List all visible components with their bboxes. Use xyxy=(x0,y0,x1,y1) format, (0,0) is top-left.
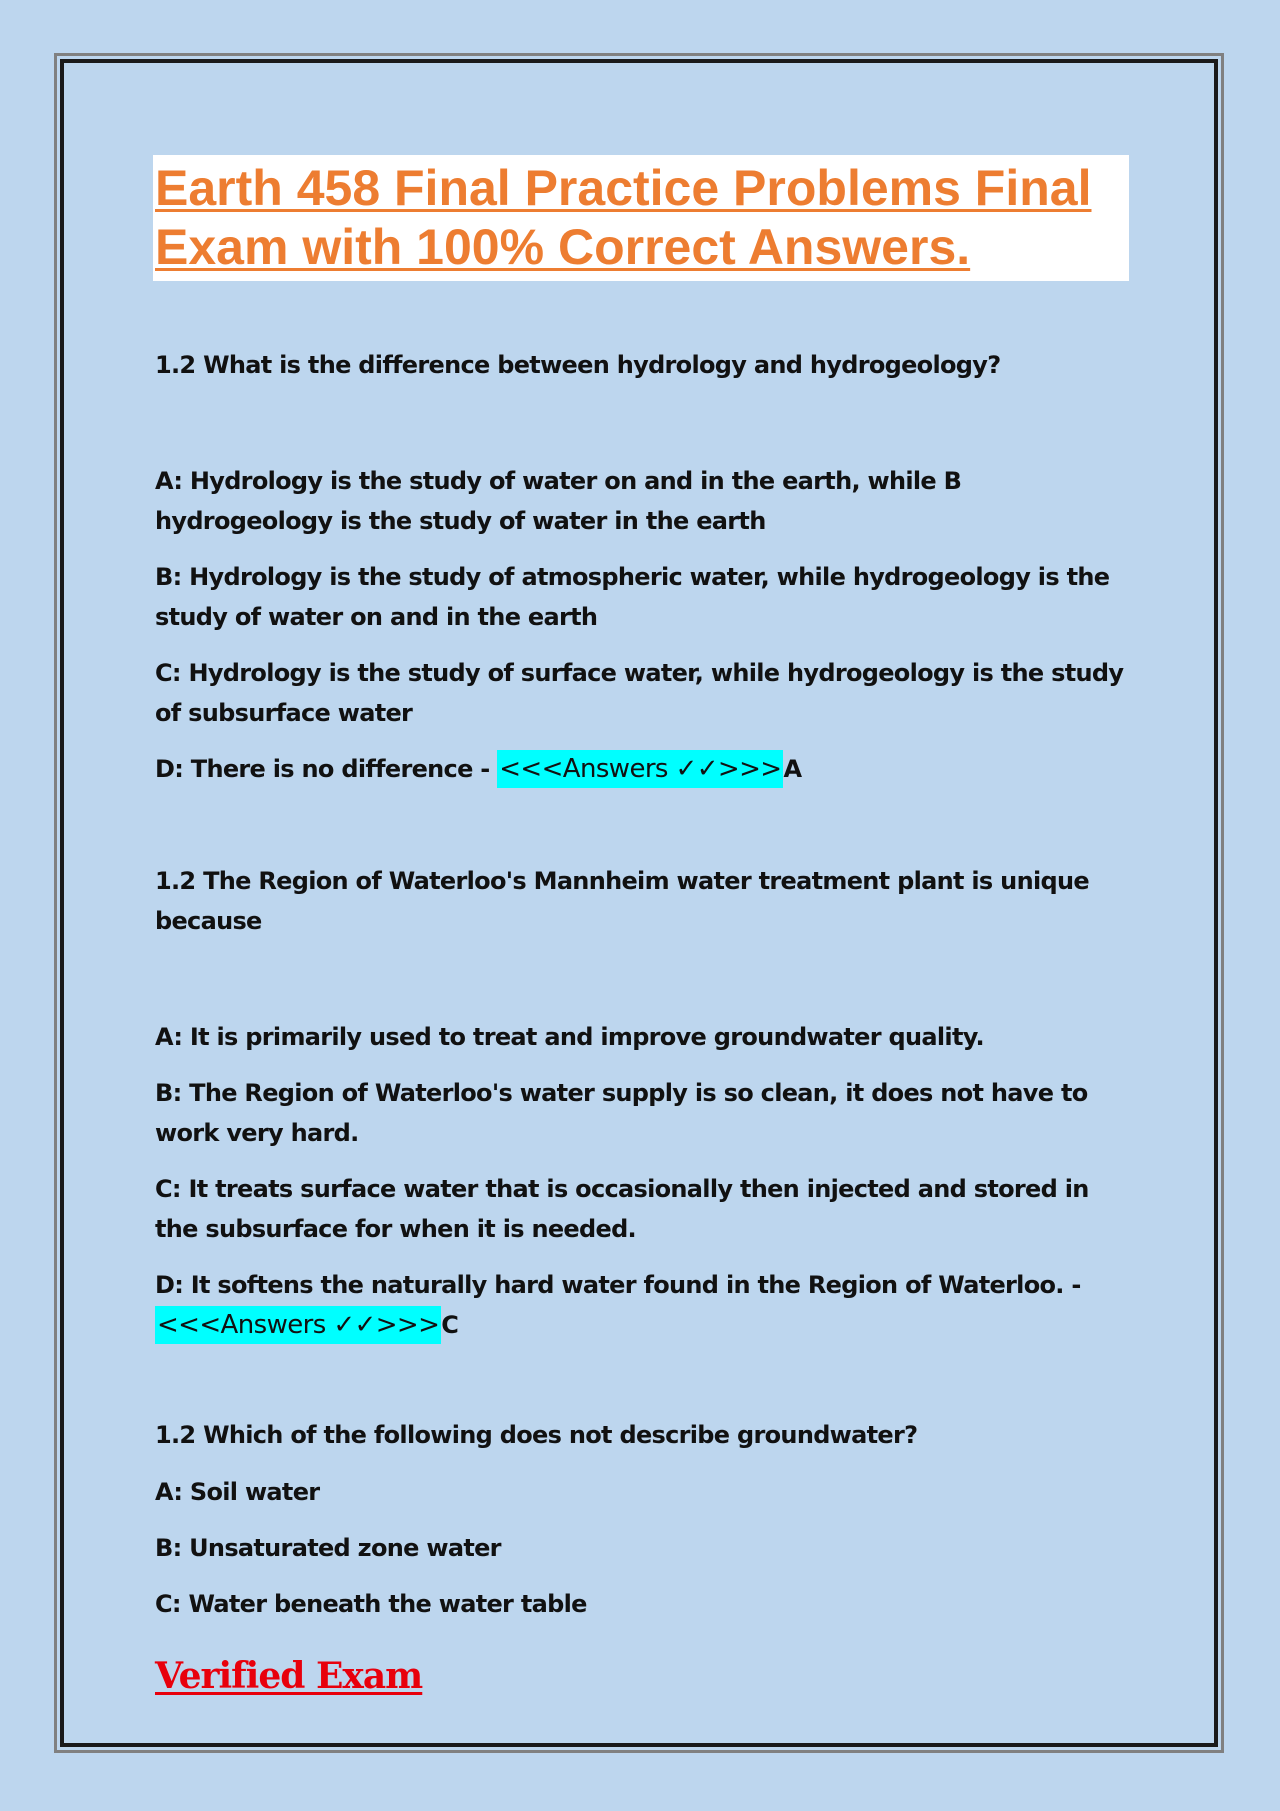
question-1-option-d xyxy=(155,749,1130,789)
question-2-answer: C xyxy=(441,1311,459,1339)
question-1-answer: A xyxy=(783,755,802,783)
question-1-option-c: C: Hydrology is the study of surface water, while hydrogeology is the study of subsurface water xyxy=(155,659,1124,727)
question-2-option-d xyxy=(155,1265,1130,1345)
question-3-option-a: A: Soil water xyxy=(155,1478,320,1506)
question-2-option-c: C: It treats surface water that is occasionally then injected and stored in the subsurface for when it is needed. xyxy=(155,1175,1089,1243)
question-2-option-b: B: The Region of Waterloo's water supply is so clean, it does not have to work very hard. xyxy=(155,1079,1088,1147)
question-1-prompt: 1.2 What is the difference between hydrology and hydrogeology? xyxy=(155,351,1001,379)
question-3-option-c: C: Water beneath the water table xyxy=(155,1590,587,1618)
title-box xyxy=(153,155,1129,281)
question-1-option-d-text: D: There is no difference - xyxy=(155,755,498,783)
footer-brand-logo: Verified Exam xyxy=(155,1655,423,1697)
answer-highlight: <<<Answers ✓✓>>> xyxy=(155,1306,441,1344)
answer-highlight: <<<Answers ✓✓>>> xyxy=(497,750,783,788)
question-1-option-a: A: Hydrology is the study of water on and in the earth, while B hydrogeology is the study of water in the earth xyxy=(155,467,962,535)
question-3-prompt: 1.2 Which of the following does not describe groundwater? xyxy=(155,1421,918,1449)
question-3-option-b: B: Unsaturated zone water xyxy=(155,1534,501,1562)
document-title: Earth 458 Final Practice Problems Final Exam with 100% Correct Answers. xyxy=(155,160,1092,275)
question-2-option-a: A: It is primarily used to treat and improve groundwater quality. xyxy=(155,1023,984,1051)
question-2-option-d-text: D: It softens the naturally hard water found in the Region of Waterloo. - xyxy=(155,1271,1081,1299)
question-2-prompt: 1.2 The Region of Waterloo's Mannheim water treatment plant is unique because xyxy=(155,867,1089,935)
question-1-option-b: B: Hydrology is the study of atmospheric water, while hydrogeology is the study of water on and in the earth xyxy=(155,563,1110,631)
document-content xyxy=(155,155,1130,1624)
